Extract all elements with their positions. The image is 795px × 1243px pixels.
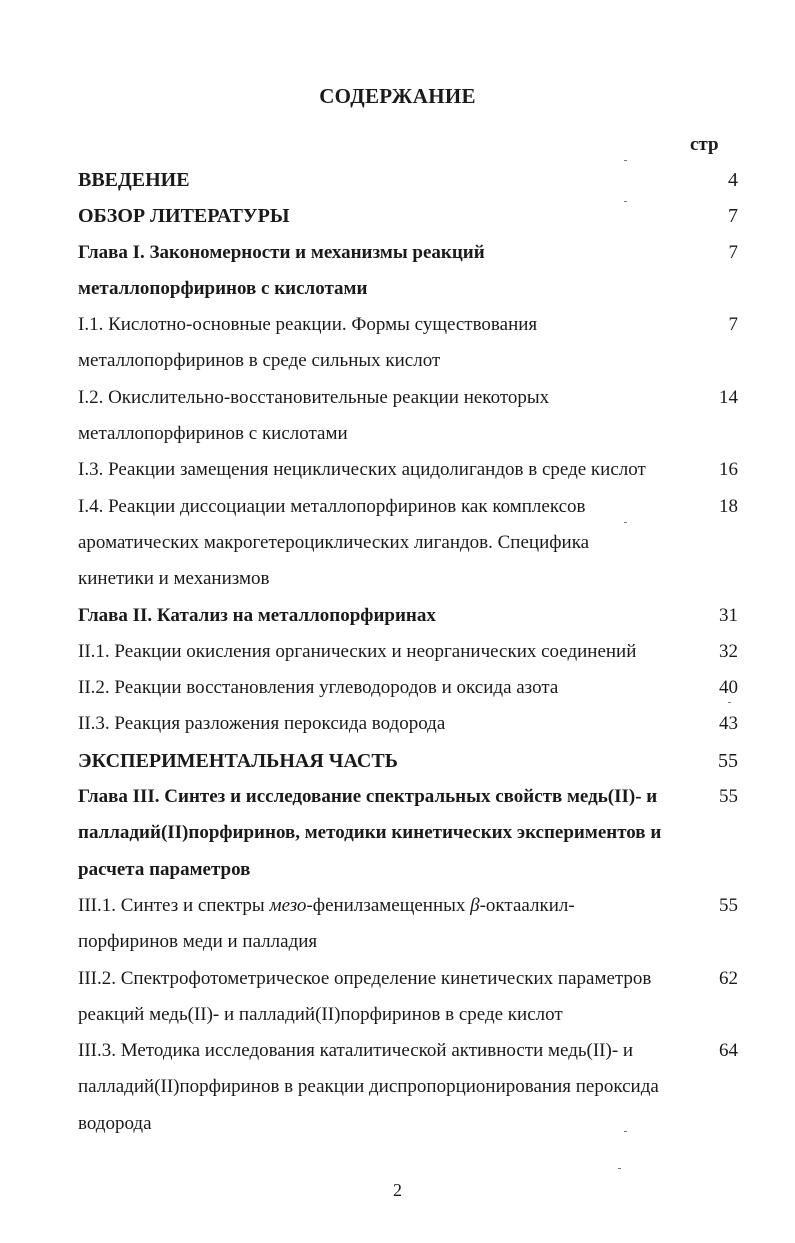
toc-entry <box>78 888 738 961</box>
toc-entry-page: 31 <box>719 604 738 626</box>
toc-entry-page: 7 <box>728 314 738 336</box>
toc-entry-page: 40 <box>719 677 738 699</box>
scan-speck <box>624 1131 627 1132</box>
toc-entry-title: II.1. Реакции окисления органических и неорганических соединений <box>78 640 637 662</box>
toc-entry-title: III.3. Методика исследования каталитической активности медь(II)- и палладий(II)порфиринов в реакции диспропорционирования пероксида водорода <box>78 1040 659 1134</box>
toc-entry-page: 62 <box>719 967 738 989</box>
toc-entry-title: I.4. Реакции диссоциации металлопорфиринов как комплексов ароматических макрогетероциклических лигандов. Специфика кинетики и механизмов <box>78 495 590 590</box>
toc-entry-title: Глава II. Катализ на металлопорфиринах <box>78 604 436 626</box>
toc-entry-title: II.3. Реакция разложения пероксида водорода <box>78 713 446 735</box>
toc-entry-title <box>78 888 598 961</box>
toc-entry-title-part: -фенилзамещенных <box>306 894 471 916</box>
toc-entry-title-part: -октаалкил-порфиринов меди и палладия <box>78 894 575 953</box>
toc-entry-title: Глава III. Синтез и исследование спектральных свойств медь(II)- и палладий(II)порфиринов, методики кинетических экспериментов и расчета параметров <box>78 786 662 880</box>
toc-entry-page: 64 <box>719 1040 738 1062</box>
toc-entry-title: I.1. Кислотно-основные реакции. Формы существования металлопорфиринов в среде сильных кислот <box>78 314 538 372</box>
scan-speck <box>624 160 627 161</box>
toc-entry-title: ОБЗОР ЛИТЕРАТУРЫ <box>78 205 290 228</box>
toc-entry-page: 55 <box>719 786 738 808</box>
page-number: 2 <box>393 1180 402 1200</box>
toc-entry <box>78 198 738 234</box>
toc-entry <box>78 489 738 598</box>
toc-entry <box>78 706 738 742</box>
toc-entry <box>78 307 738 380</box>
toc-entry <box>78 961 738 1034</box>
toc-entry-title-italic: мезо <box>269 894 307 916</box>
toc-entry <box>78 670 738 706</box>
toc-entry-page: 4 <box>728 169 738 191</box>
toc-entry-page: 14 <box>719 386 738 408</box>
toc-entry-page: 55 <box>719 894 738 916</box>
toc-entry-page: 16 <box>719 459 738 481</box>
toc-entry-page: 55 <box>718 749 738 772</box>
toc-entry-title: Глава I. Закономерности и механизмы реакций металлопорфиринов с кислотами <box>78 241 485 299</box>
toc-entry <box>78 598 738 634</box>
toc-entry-title-part: III.1. Синтез и спектры <box>78 894 270 916</box>
toc-entry-title: III.2. Спектрофотометрическое определение кинетических параметров реакций медь(II)- и палладий(II)порфиринов в среде кислот <box>78 967 652 1025</box>
toc-entry <box>78 162 738 198</box>
toc-entry <box>78 235 738 308</box>
toc-entry-page: 32 <box>719 640 738 662</box>
toc-entry-title-italic: β <box>470 894 480 916</box>
table-of-contents <box>78 162 738 1142</box>
toc-entry <box>78 380 738 453</box>
toc-entry <box>78 779 738 888</box>
toc-entry-page: 18 <box>719 495 738 517</box>
toc-entry <box>78 743 738 779</box>
scan-speck <box>624 201 627 202</box>
toc-entry <box>78 634 738 670</box>
toc-entry-title: ЭКСПЕРИМЕНТАЛЬНАЯ ЧАСТЬ <box>78 749 398 772</box>
toc-entry-title: I.3. Реакции замещения нециклических ацидолигандов в среде кислот <box>78 459 646 481</box>
page-column-label: стр <box>690 134 719 155</box>
toc-entry-title: II.2. Реакции восстановления углеводородов и оксида азота <box>78 677 559 699</box>
scan-speck <box>624 522 627 523</box>
toc-entry-page: 7 <box>728 205 738 228</box>
toc-entry <box>78 452 738 488</box>
toc-entry-title: ВВЕДЕНИЕ <box>78 169 190 191</box>
toc-entry-page: 7 <box>728 241 738 263</box>
scan-speck <box>618 1168 621 1169</box>
toc-entry-page: 43 <box>719 713 738 735</box>
scan-speck <box>728 702 731 703</box>
page-title: СОДЕРЖАНИЕ <box>319 84 476 108</box>
toc-entry-title: I.2. Окислительно-восстановительные реакции некоторых металлопорфиринов с кислотами <box>78 386 550 445</box>
toc-entry <box>78 1033 738 1142</box>
